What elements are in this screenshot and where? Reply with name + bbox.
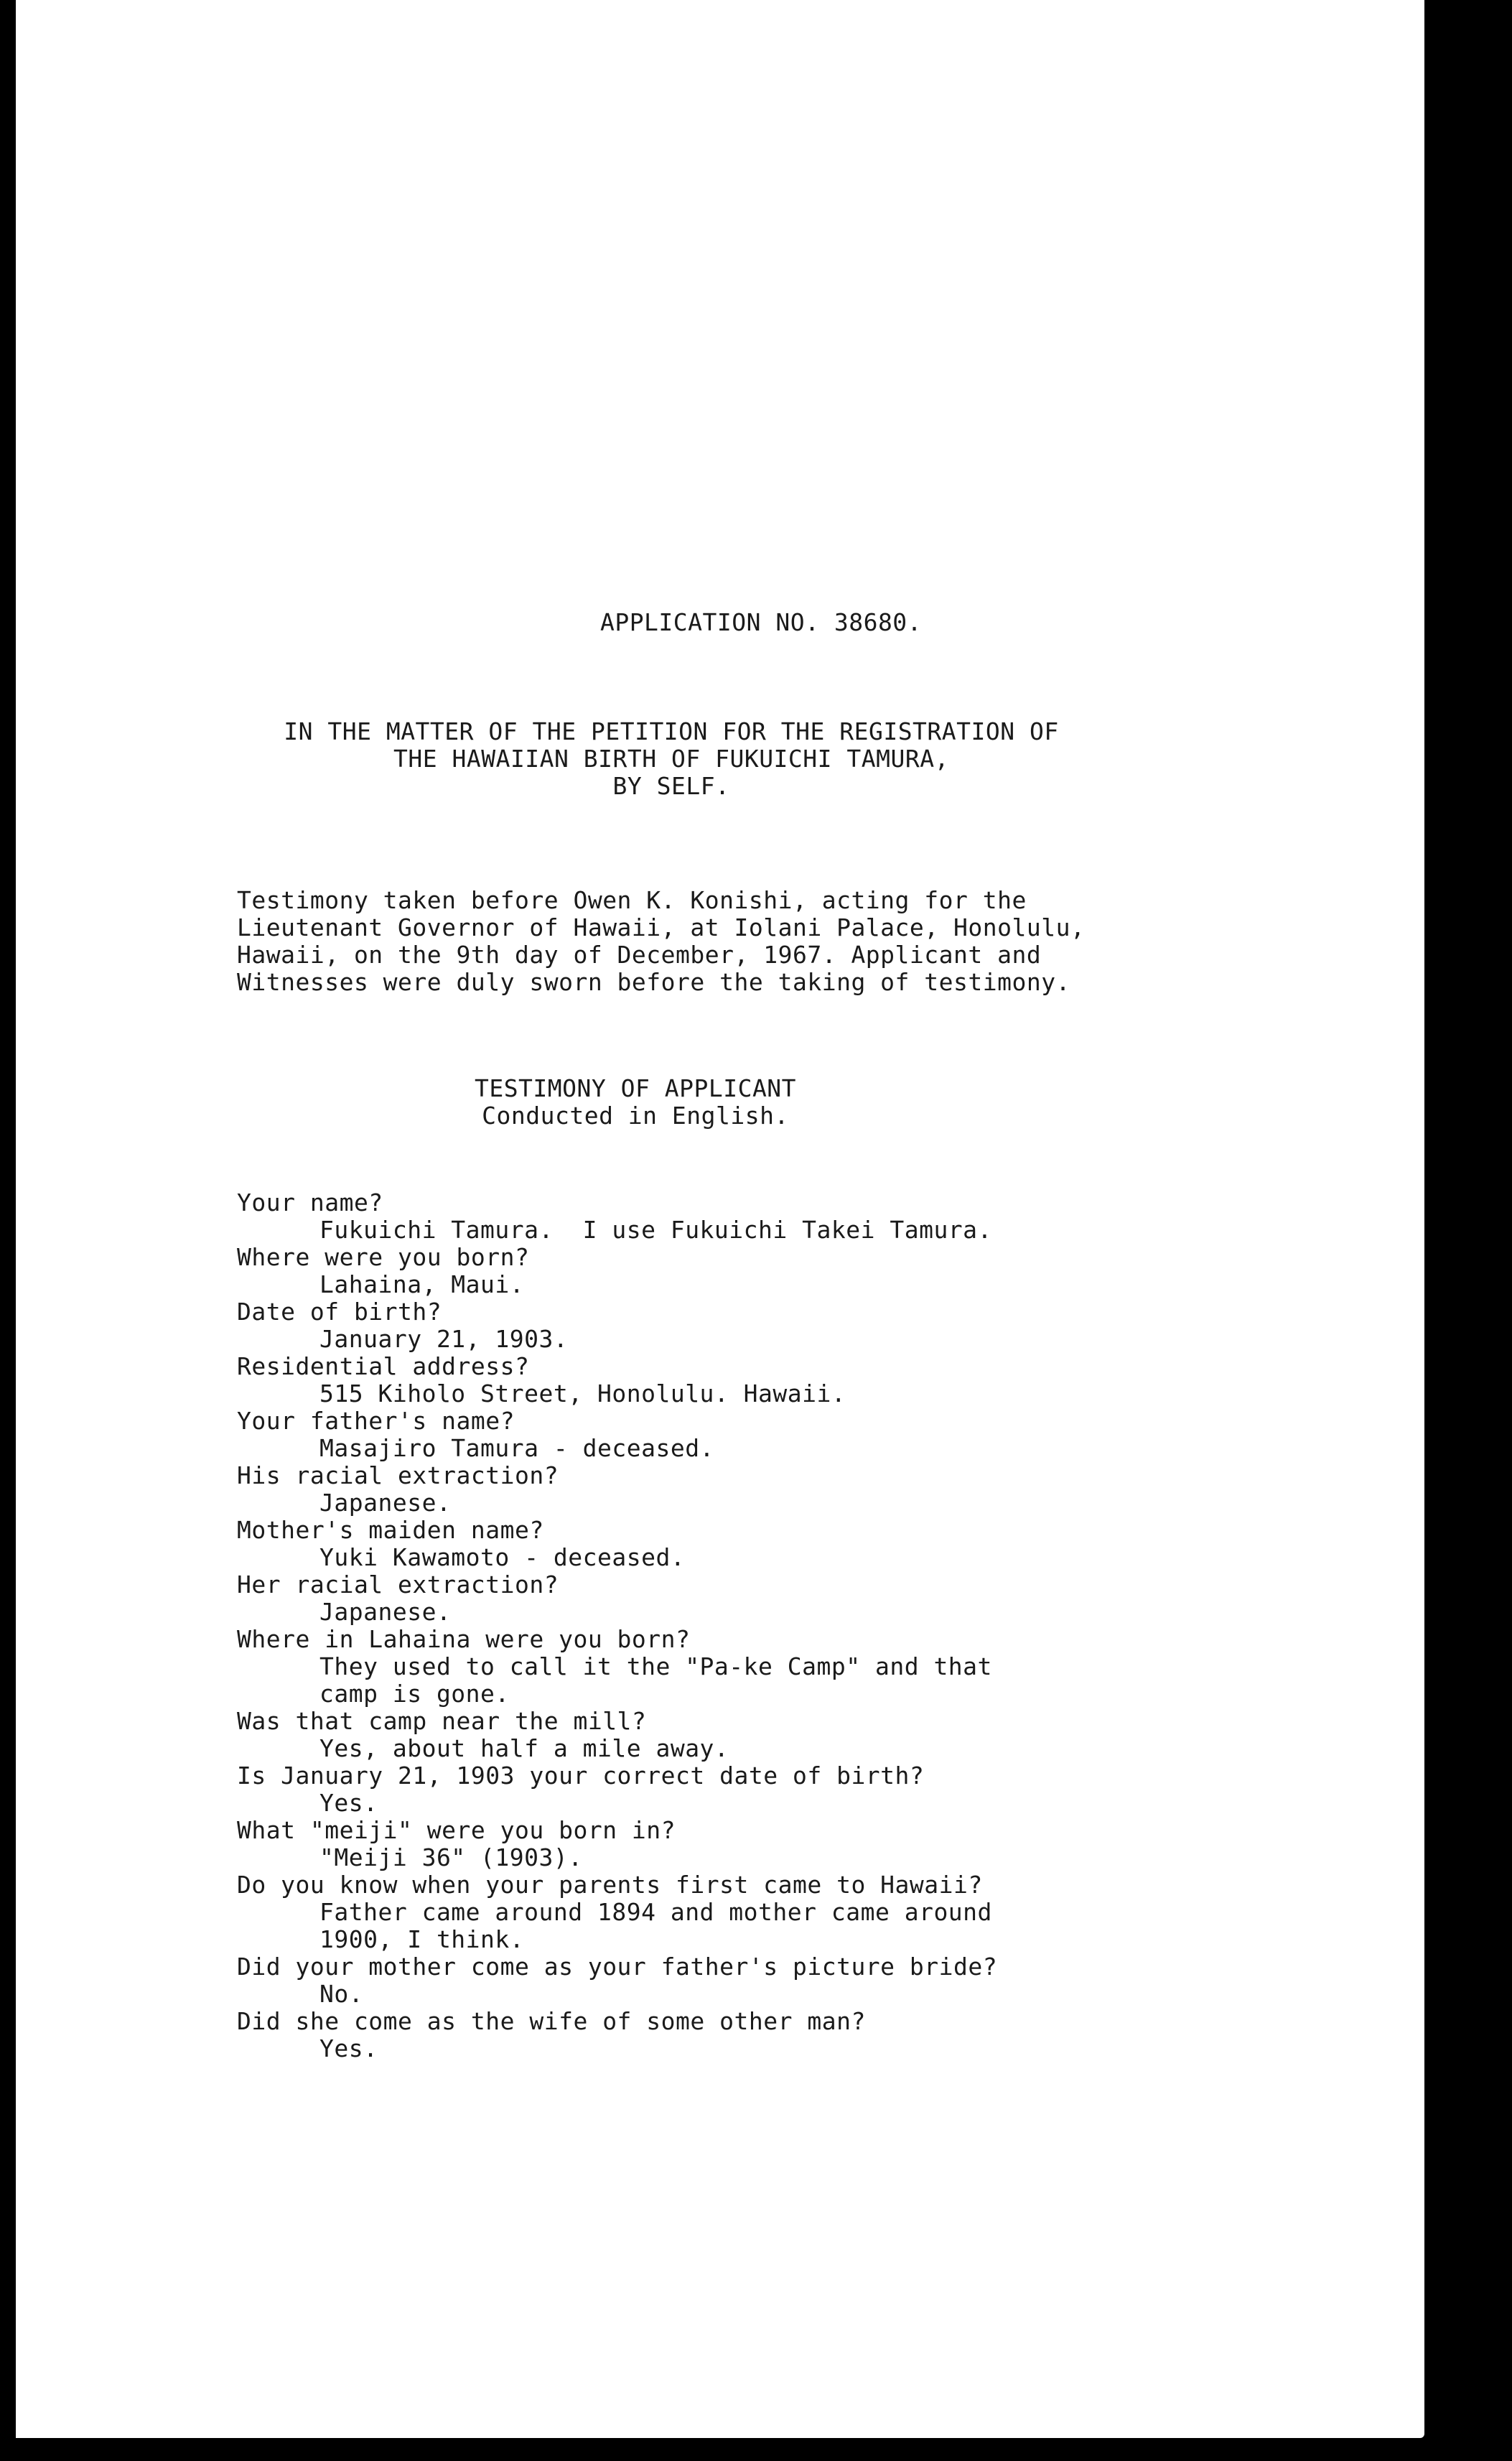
question: Your father's name? xyxy=(237,1407,515,1435)
question: Her racial extraction? xyxy=(237,1571,559,1599)
answer: January 21, 1903. xyxy=(319,1325,569,1353)
matter-line: IN THE MATTER OF THE PETITION FOR THE REGISTRATION OF xyxy=(284,717,1059,745)
question: What "meiji" were you born in? xyxy=(237,1816,676,1844)
matter-line: THE HAWAIIAN BIRTH OF FUKUICHI TAMURA, xyxy=(393,745,949,773)
answer: Yes, about half a mile away. xyxy=(319,1734,729,1762)
heading-subtitle: Conducted in English. xyxy=(482,1102,789,1130)
question-answer-list xyxy=(237,1189,1242,2062)
answer: They used to call it the "Pa-ke Camp" and that xyxy=(319,1652,992,1680)
scan-edge-right xyxy=(1424,0,1512,2461)
question: Was that camp near the mill? xyxy=(237,1707,647,1735)
question: His racial extraction? xyxy=(237,1461,559,1489)
heading-title: TESTIMONY OF APPLICANT xyxy=(474,1074,797,1102)
intro-line: Hawaii, on the 9th day of December, 1967. Applicant and xyxy=(237,941,1042,969)
answer: Yuki Kawamoto - deceased. xyxy=(319,1543,686,1571)
question: Did she come as the wife of some other man? xyxy=(237,2007,866,2035)
answer: "Meiji 36" (1903). xyxy=(319,1843,583,1871)
answer: Japanese. xyxy=(319,1598,452,1626)
answer: Masajiro Tamura - deceased. xyxy=(319,1434,714,1462)
question: Your name? xyxy=(237,1188,383,1216)
question: Is January 21, 1903 your correct date of birth? xyxy=(237,1762,925,1790)
answer: Lahaina, Maui. xyxy=(319,1270,525,1298)
scan-edge-left xyxy=(0,0,16,2461)
intro-line: Testimony taken before Owen K. Konishi, acting for the xyxy=(237,886,1027,914)
answer: Yes. xyxy=(319,2034,378,2062)
answer: Fukuichi Tamura. I use Fukuichi Takei Tamura. xyxy=(319,1216,992,1244)
question: Do you know when your parents first came to Hawaii? xyxy=(237,1871,983,1899)
matter-caption xyxy=(237,718,1106,800)
application-number: APPLICATION NO. 38680. xyxy=(599,608,923,636)
answer: camp is gone. xyxy=(319,1680,510,1708)
question: Residential address? xyxy=(237,1352,530,1380)
answer: 515 Kiholo Street, Honolulu. Hawaii. xyxy=(319,1380,846,1408)
answer: Yes. xyxy=(319,1789,378,1817)
question: Where were you born? xyxy=(237,1243,530,1271)
matter-line: BY SELF. xyxy=(612,772,730,800)
answer: 1900, I think. xyxy=(319,1925,525,1953)
question: Where in Lahaina were you born? xyxy=(237,1625,691,1653)
answer: Japanese. xyxy=(319,1489,452,1517)
question: Date of birth? xyxy=(237,1298,442,1326)
question: Mother's maiden name? xyxy=(237,1516,544,1544)
intro-paragraph xyxy=(237,887,1213,996)
answer: Father came around 1894 and mother came around xyxy=(319,1898,992,1926)
question: Did your mother come as your father's picture bride? xyxy=(237,1953,998,1981)
answer: No. xyxy=(319,1980,364,2008)
intro-line: Lieutenant Governor of Hawaii, at Iolani Palace, Honolulu, xyxy=(237,913,1086,941)
intro-line: Witnesses were duly sworn before the taking of testimony. xyxy=(237,968,1070,996)
testimony-heading xyxy=(237,1075,1034,1130)
